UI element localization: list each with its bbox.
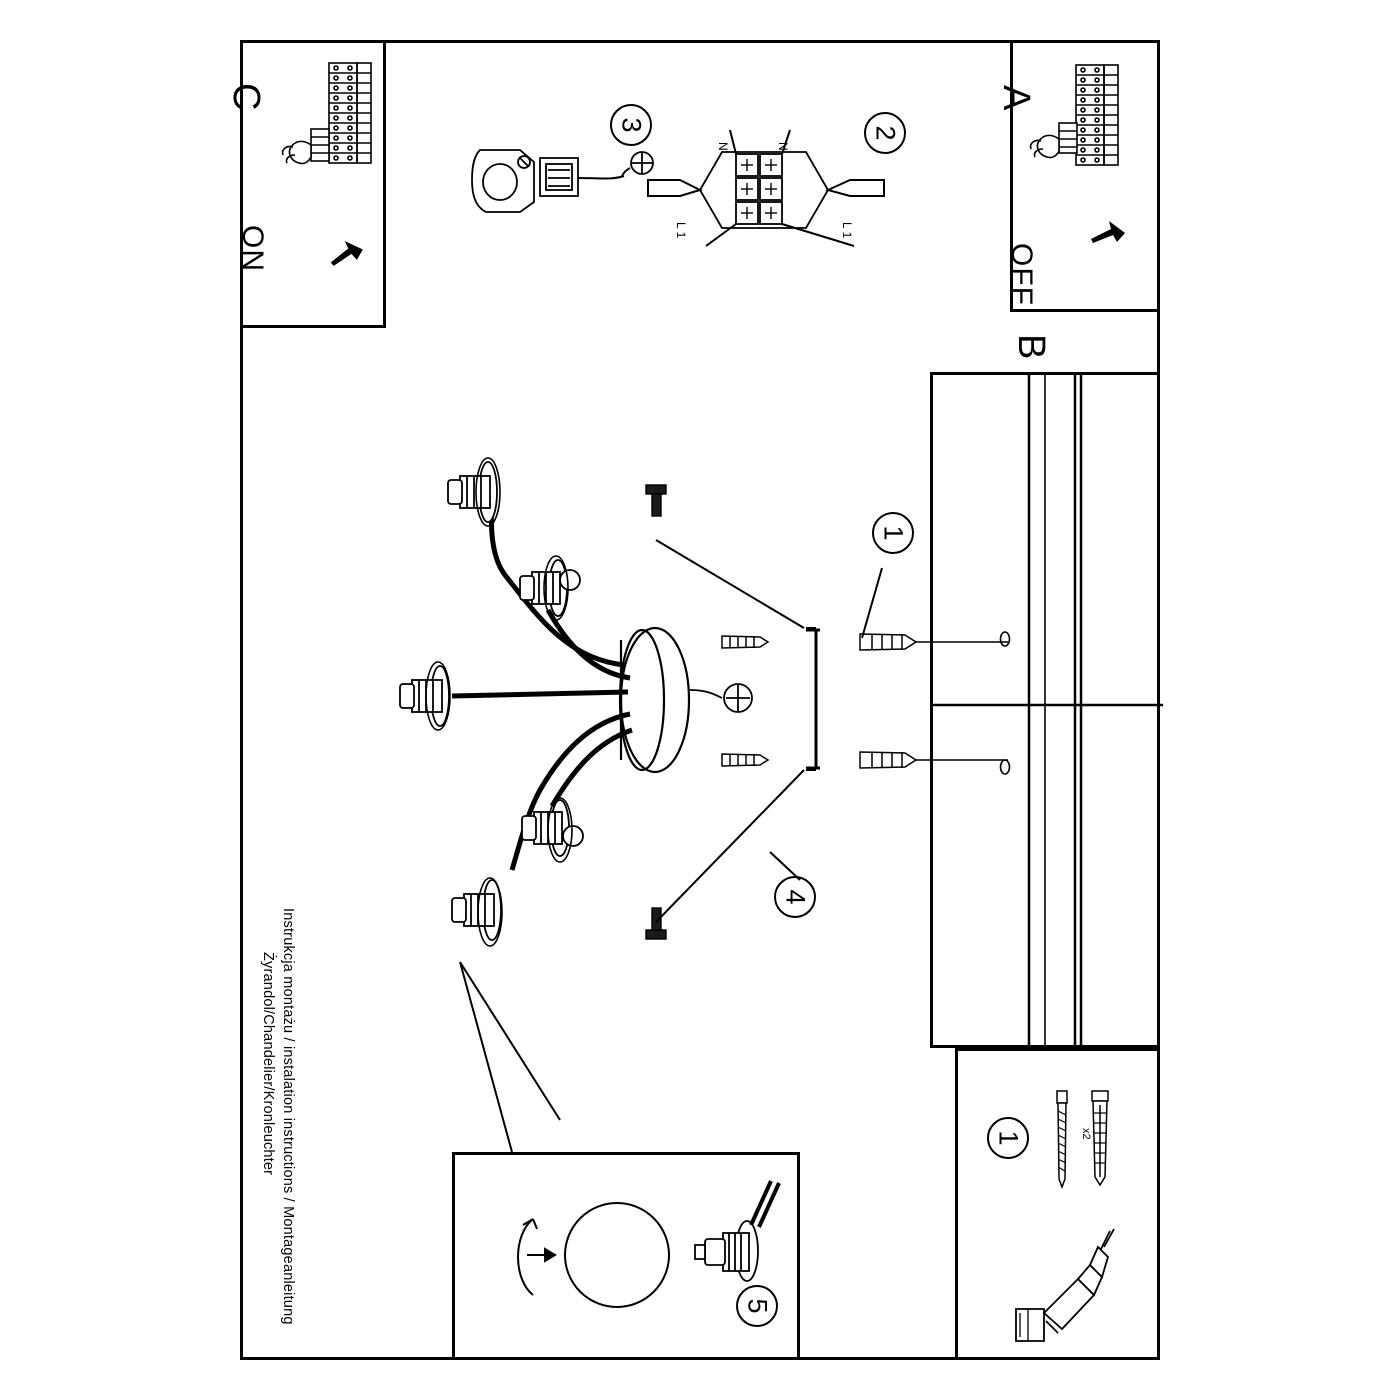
panel-tools <box>955 1048 1160 1360</box>
title-block <box>280 908 713 1325</box>
terminal-label-n-left: N <box>716 142 730 151</box>
drill-icon <box>1016 1229 1114 1341</box>
terminal-label-l-right: L 1 <box>840 222 854 239</box>
panel-a <box>995 40 1160 312</box>
ceiling-surface-icon <box>933 375 1163 1051</box>
lamp-socket-icon <box>695 1181 779 1281</box>
screw-quantity-label: x2 <box>1080 1128 1092 1140</box>
document-title-line-1: Instrukcja montażu / instalation instructions / Montageanleitung <box>280 908 296 1325</box>
tools-illustration <box>958 1051 1163 1363</box>
terminal-block-hand-icon <box>243 43 389 331</box>
terminal-block-hand-icon <box>1013 43 1163 315</box>
panel-c-letter: C <box>225 83 267 112</box>
insert-arrow-icon <box>527 1249 555 1261</box>
document-title-line-2: Żyrandol/Chandelier/Kronleuchter <box>260 952 276 1176</box>
panel-a-letter: A <box>995 85 1037 112</box>
terminal-label-l-left: L 1 <box>674 222 688 239</box>
panel-b <box>930 372 1160 1048</box>
step-badge-2: 2 <box>864 112 906 154</box>
panel-5 <box>452 1152 800 1360</box>
step-badge-1: 1 <box>872 512 914 554</box>
rotate-arrow-icon <box>518 1219 537 1295</box>
shade-insert-illustration <box>455 1155 803 1363</box>
panel-a-label: OFF <box>1005 243 1038 306</box>
step-badge-tools: 1 <box>987 1117 1029 1159</box>
step-badge-5: 5 <box>736 1285 778 1327</box>
step-badge-4: 4 <box>774 876 816 918</box>
screw-icon <box>1057 1091 1067 1187</box>
panel-b-letter: B <box>1010 334 1052 361</box>
terminal-label-n-right: N <box>776 142 790 151</box>
step-badge-3: 3 <box>610 104 652 146</box>
panel-c-label: ON <box>236 225 269 272</box>
panel-c <box>225 40 386 328</box>
